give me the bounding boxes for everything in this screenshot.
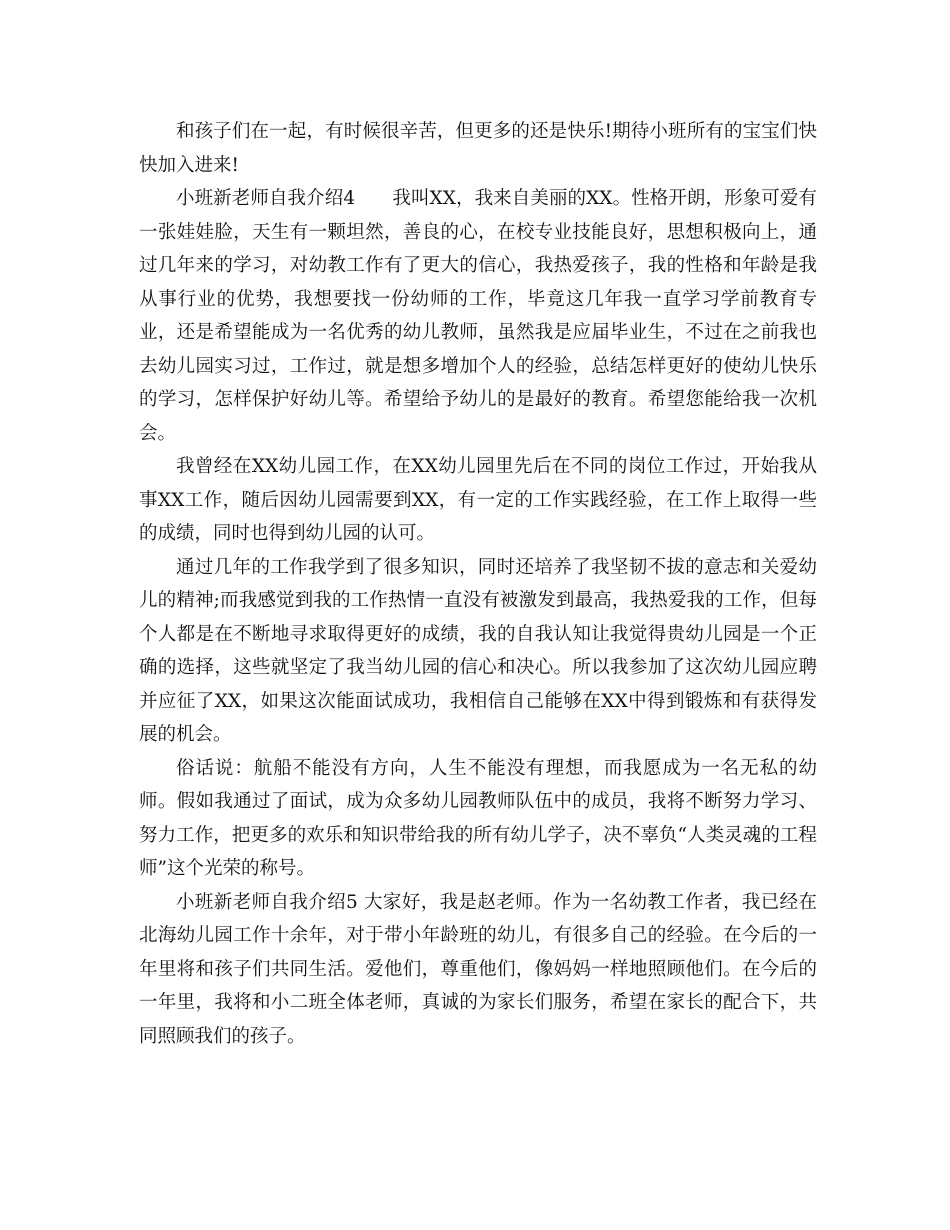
paragraph-intro-4: 小班新老师自我介绍4 我叫XX，我来自美丽的XX。性格开朗，形象可爱有一张娃娃脸，天生有一颗坦然，善良的心，在校专业技能良好，思想积极向上，通过几年来的学习，对幼教工作有了更大的信心，我热爱孩子，我的性格和年龄是我从事行业的优势，我想要找一份幼师的工作，毕竟这几年我一直学习学前教育专业，还是希望能成为一名优秀的幼儿教师，虽然我是应届毕业生，不过在之前我也去幼儿园实习过，工作过，就是想多增加个人的经验，总结怎样更好的使幼儿快乐的学习，怎样保护好幼儿等。希望给予幼儿的是最好的教育。希望您能给我一次机会。 <box>139 188 817 444</box>
paragraph-intro-5: 小班新老师自我介绍5 大家好，我是赵老师。作为一名幼教工作者，我已经在北海幼儿园工作十余年，对于带小年龄班的幼儿，有很多自己的经验。在今后的一年里将和孩子们共同生活。爱他们，尊重他们，像妈妈一样地照顾他们。在今后的一年里，我将和小二班全体老师，真诚的为家长们服务，希望在家长的配合下，共同照顾我们的孩子。 <box>139 891 817 1047</box>
paragraph-motivation: 通过几年的工作我学到了很多知识，同时还培养了我坚韧不拔的意志和关爱幼儿的精神;而我感觉到我的工作热情一直没有被激发到最高，我热爱我的工作，但每个人都是在不断地寻求取得更好的成绩，我的自我认知让我觉得贵幼儿园是一个正确的选择，这些就坚定了我当幼儿园的信心和决心。所以我参加了这次幼儿园应聘并应征了XX，如果这次能面试成功，我相信自己能够在XX中得到锻炼和有获得发展的机会。 <box>139 556 817 745</box>
paragraph-closing-intro-3: 和孩子们在一起，有时候很辛苦，但更多的还是快乐!期待小班所有的宝宝们快快加入进来! <box>139 121 817 176</box>
document-body <box>139 115 817 1053</box>
paragraph-aspiration: 俗话说：航船不能没有方向，人生不能没有理想，而我愿成为一名无私的幼师。假如我通过了面试，成为众多幼儿园教师队伍中的成员，我将不断努力学习、努力工作，把更多的欢乐和知识带给我的所有幼儿学子，决不辜负“人类灵魂的工程师”这个光荣的称号。 <box>139 757 817 879</box>
paragraph-work-experience: 我曾经在XX幼儿园工作，在XX幼儿园里先后在不同的岗位工作过，开始我从事XX工作，随后因幼儿园需要到XX，有一定的工作实践经验，在工作上取得一些的成绩，同时也得到幼儿园的认可。 <box>139 456 817 544</box>
